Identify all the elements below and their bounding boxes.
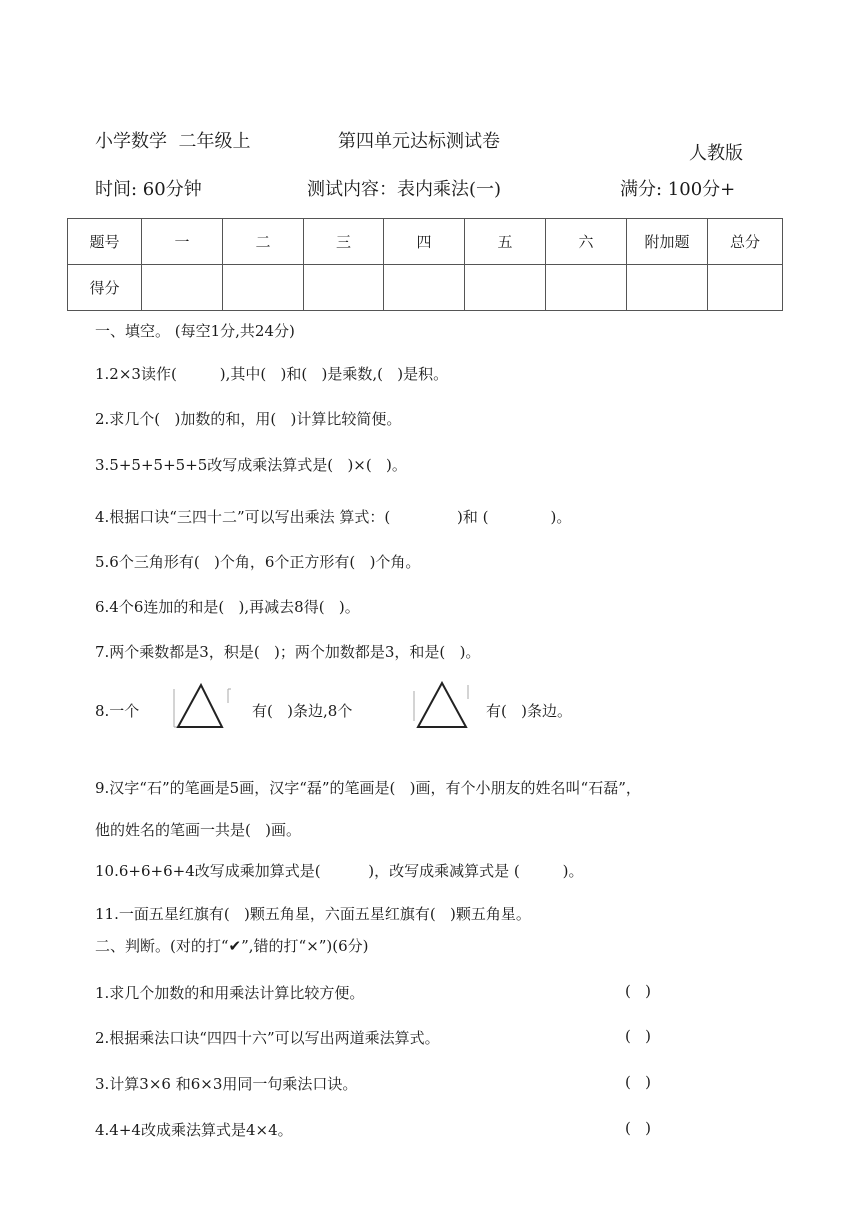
judge-item-2: 2.根据乘法口诀“四四十六”可以写出两道乘法算式。 (95, 1029, 440, 1047)
table-cell: 题号 (68, 219, 142, 265)
edition-label: 人教版 (689, 143, 743, 164)
judge-blank-2[interactable]: ( ) (625, 1027, 652, 1045)
table-cell: 五 (465, 219, 546, 265)
question-3: 3.5+5+5+5+5改写成乘法算式是( )×( )。 (95, 456, 407, 474)
subject-grade: 小学数学 二年级上 (95, 131, 251, 152)
test-title: 第四单元达标测试卷 (338, 131, 500, 152)
question-10: 10.6+6+6+4改写成乘加算式是( )，改写成乘减算式是 ( )。 (95, 862, 584, 880)
question-8-end: 有( )条边。 (486, 702, 573, 720)
score-input-cell[interactable] (223, 265, 304, 311)
table-cell: 一 (142, 219, 223, 265)
full-score-label: 满分: 100分+ (620, 179, 736, 200)
question-7: 7.两个乘数都是3，积是( )；两个加数都是3，和是( )。 (95, 643, 481, 661)
table-row-score (68, 265, 783, 311)
triangle-icon (172, 681, 232, 737)
judge-blank-3[interactable]: ( ) (625, 1073, 652, 1091)
section2-title: 二、判断。(对的打“✔”,错的打“×”)(6分) (95, 937, 369, 955)
score-table (67, 218, 783, 311)
score-input-cell[interactable] (142, 265, 223, 311)
content-label: 测试内容：表内乘法(一) (307, 179, 502, 200)
question-1: 1.2×3读作( ),其中( )和( )是乘数,( )是积。 (95, 365, 449, 383)
table-cell: 三 (304, 219, 384, 265)
table-cell: 四 (384, 219, 465, 265)
score-input-cell[interactable] (627, 265, 708, 311)
table-cell: 二 (223, 219, 304, 265)
table-row-header (68, 219, 783, 265)
triangle-icon (412, 681, 472, 737)
table-cell: 附加题 (627, 219, 708, 265)
table-cell: 得分 (68, 265, 142, 311)
time-label: 时间: 60分钟 (95, 179, 202, 200)
question-9-line2: 他的姓名的笔画一共是( )画。 (95, 821, 302, 839)
judge-item-1: 1.求几个加数的和用乘法计算比较方便。 (95, 984, 365, 1002)
question-6: 6.4个6连加的和是( ),再减去8得( )。 (95, 598, 360, 616)
score-input-cell[interactable] (546, 265, 627, 311)
table-cell: 总分 (708, 219, 783, 265)
question-2: 2.求几个( )加数的和，用( )计算比较简便。 (95, 410, 402, 428)
question-8-middle: 有( )条边,8个 (252, 702, 353, 720)
score-input-cell[interactable] (465, 265, 546, 311)
table-cell: 六 (546, 219, 627, 265)
judge-item-4: 4.4+4改成乘法算式是4×4。 (95, 1121, 293, 1139)
judge-blank-1[interactable]: ( ) (625, 982, 652, 1000)
question-11: 11.一面五星红旗有( )颗五角星，六面五星红旗有( )颗五角星。 (95, 905, 531, 923)
score-input-cell[interactable] (304, 265, 384, 311)
score-input-cell[interactable] (708, 265, 783, 311)
judge-blank-4[interactable]: ( ) (625, 1119, 652, 1137)
question-4: 4.根据口诀“三四十二”可以写出乘法 算式：( )和 ( )。 (95, 508, 572, 526)
score-input-cell[interactable] (384, 265, 465, 311)
section1-title: 一、填空。 (每空1分,共24分) (95, 322, 295, 340)
question-9-line1: 9.汉字“石”的笔画是5画，汉字“磊”的笔画是( )画，有个小朋友的姓名叫“石磊”， (95, 779, 641, 797)
question-5: 5.6个三角形有( )个角，6个正方形有( )个角。 (95, 553, 421, 571)
question-8-start: 8.一个 (95, 702, 140, 720)
judge-item-3: 3.计算3×6 和6×3用同一句乘法口诀。 (95, 1075, 358, 1093)
